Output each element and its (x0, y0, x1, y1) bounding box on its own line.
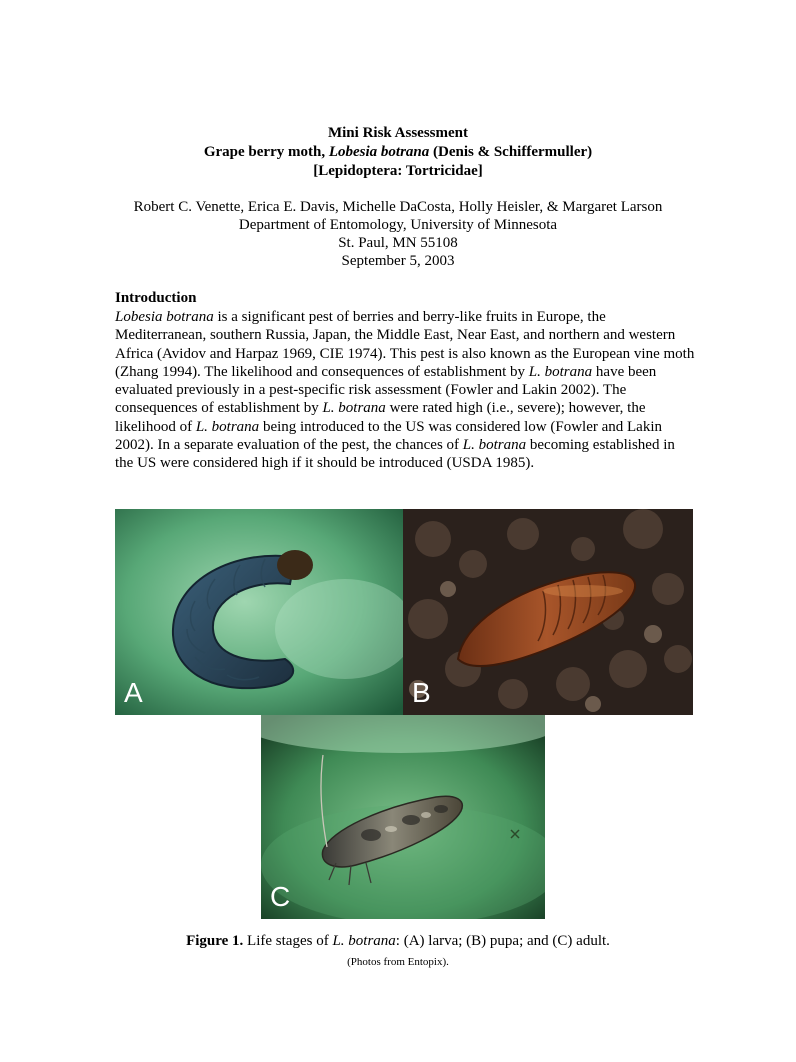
figure-caption (0, 932, 796, 950)
pupa-image (403, 509, 693, 715)
caption-rest: : (A) larva; (B) pupa; and (C) adult. (395, 933, 610, 949)
larva-image (115, 509, 403, 715)
intro-text: were rated high (i.e., severe); however, the likelihood of (115, 400, 646, 435)
photo-credit: (Photos from Entopix). (347, 956, 449, 968)
document-title (0, 124, 796, 181)
section-heading-introduction: Introduction (115, 290, 197, 306)
intro-text: is a significant pest of berries and berry-like fruits in Europe, the Mediterranean, southern Russia, Japan, the Middle East, Near East, and northern and western Africa (Avidov and Harpaz 1969, CIE 1974). This pest is also known as the European vine moth (Zhang 1994). The likelihood and consequences of establishment by (115, 309, 695, 380)
species-abbrev: L. botrana (322, 400, 386, 417)
photo-label-b: B (412, 677, 431, 708)
photo-pupa (403, 509, 693, 715)
author-city: St. Paul, MN 55108 (338, 235, 458, 251)
species-abbrev: L. botrana (195, 418, 260, 435)
species-abbrev: L. botrana (528, 363, 593, 380)
photo-adult (261, 715, 545, 919)
species-name: Lobesia botrana (115, 309, 214, 325)
adult-moth-image (261, 715, 545, 919)
intro-text: have been evaluated previously in a pest-specific risk assessment (Fowler and Lakin 2002). The consequences of establishment by (115, 363, 657, 417)
title-suffix: (Denis & Schiffermuller) (429, 144, 593, 160)
author-names: Robert C. Venette, Erica E. Davis, Michelle DaCosta, Holly Heisler, & Margaret Larson (133, 199, 663, 215)
photo-label-c: C (270, 881, 291, 912)
figure-number: Figure 1. (186, 933, 244, 949)
introduction-paragraph (115, 308, 695, 473)
author-block (0, 198, 796, 270)
caption-species: L. botrana (332, 933, 396, 949)
author-department: Department of Entomology, University of Minnesota (238, 217, 558, 233)
photo-label-a: A (124, 677, 143, 708)
title-line-1: Mini Risk Assessment (327, 125, 469, 141)
document-date: September 5, 2003 (341, 253, 455, 269)
title-species: Lobesia botrana (328, 144, 430, 160)
photo-larva (115, 509, 403, 715)
species-abbrev: L. botrana (462, 437, 527, 454)
caption-text: Life stages of (243, 933, 333, 949)
intro-text: being introduced to the US was considered low (Fowler and Lakin 2002). In a separate evaluation of the pest, the chances of (115, 418, 663, 454)
title-line-2 (0, 143, 796, 162)
title-prefix: Grape berry moth, (203, 144, 329, 160)
intro-text: becoming established in the US were considered high if it should be introduced (USDA 1985). (115, 437, 675, 472)
title-line-3: [Lepidoptera: Tortricidae] (313, 163, 483, 179)
